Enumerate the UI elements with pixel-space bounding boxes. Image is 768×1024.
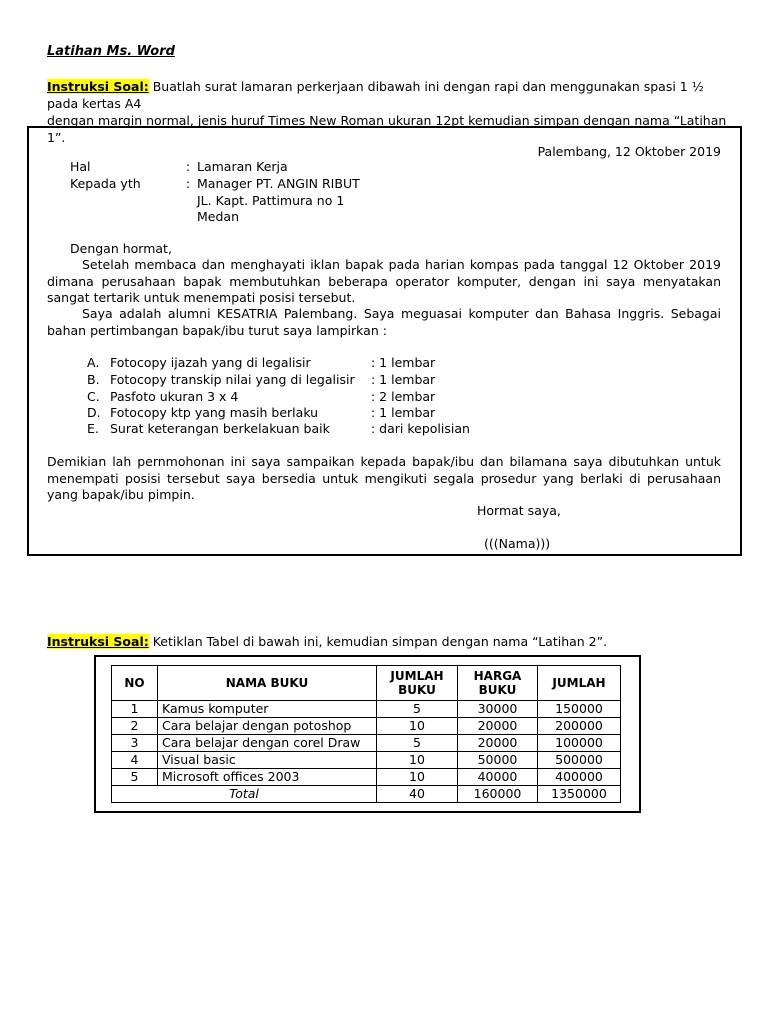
- greeting: Dengan hormat,: [70, 241, 172, 256]
- table-row: [112, 735, 621, 752]
- column-header: NAMA BUKU: [158, 666, 377, 701]
- table-cell: Cara belajar dengan corel Draw: [158, 735, 377, 752]
- instruction-text: Buatlah surat lamaran perkerjaan dibawah ini dengan rapi dan menggunakan spasi 1 ½ pada kertas A4: [47, 79, 704, 111]
- instruction-text: Ketiklan Tabel di bawah ini, kemudian simpan dengan nama “Latihan 2”.: [148, 634, 608, 649]
- column-header: JUMLAH: [538, 666, 621, 701]
- column-header: JUMLAH BUKU: [377, 666, 458, 701]
- total-cell: 1350000: [538, 786, 621, 803]
- table-cell: Kamus komputer: [158, 701, 377, 718]
- table-cell: 500000: [538, 752, 621, 769]
- table-row: [112, 718, 621, 735]
- table-cell: 20000: [458, 735, 538, 752]
- table-header-row: [112, 666, 621, 701]
- table-cell: 30000: [458, 701, 538, 718]
- table-cell: Microsoft offices 2003: [158, 769, 377, 786]
- table-cell: 100000: [538, 735, 621, 752]
- exercise-title: Latihan Ms. Word: [47, 44, 175, 59]
- list-item-qty: : 1 lembar: [371, 405, 436, 420]
- regards: Hormat saya,: [477, 503, 561, 518]
- table-row: [112, 769, 621, 786]
- table-cell: 400000: [538, 769, 621, 786]
- table-cell: 200000: [538, 718, 621, 735]
- column-header: NO: [112, 666, 158, 701]
- table-cell: Cara belajar dengan potoshop: [158, 718, 377, 735]
- hal-value: Lamaran Kerja: [197, 159, 288, 174]
- list-item-text: Fotocopy ktp yang masih berlaku: [110, 405, 319, 420]
- list-item-letter: C.: [87, 389, 100, 404]
- table-cell: 40000: [458, 769, 538, 786]
- list-item-qty: : 1 lembar: [371, 372, 436, 387]
- table-total-row: [112, 786, 621, 803]
- list-item-qty: : 1 lembar: [371, 355, 436, 370]
- table-cell: 10: [377, 752, 458, 769]
- kepada-separator: :: [186, 176, 191, 191]
- address-line-1: JL. Kapt. Pattimura no 1: [197, 193, 345, 208]
- address-line-2: Medan: [197, 209, 239, 224]
- table-cell: 3: [112, 735, 158, 752]
- list-item-qty: : 2 lembar: [371, 389, 436, 404]
- list-item-letter: D.: [87, 405, 101, 420]
- table-cell: 1: [112, 701, 158, 718]
- total-cell: 160000: [458, 786, 538, 803]
- kepada-value: Manager PT. ANGIN RIBUT: [197, 176, 360, 191]
- list-item-text: Surat keterangan berkelakuan baik: [110, 421, 330, 436]
- table-cell: 5: [377, 735, 458, 752]
- table-cell: 20000: [458, 718, 538, 735]
- table-row: [112, 752, 621, 769]
- list-item-letter: E.: [87, 421, 99, 436]
- total-cell: 40: [377, 786, 458, 803]
- hal-separator: :: [186, 159, 191, 174]
- column-header: HARGA BUKU: [458, 666, 538, 701]
- table-cell: 10: [377, 769, 458, 786]
- list-item-text: Fotocopy transkip nilai yang di legalisir: [110, 372, 355, 387]
- list-item-letter: B.: [87, 372, 100, 387]
- kepada-label: Kepada yth: [70, 176, 141, 191]
- table-cell: 2: [112, 718, 158, 735]
- letter-date: Palembang, 12 Oktober 2019: [537, 144, 721, 159]
- table-cell: Visual basic: [158, 752, 377, 769]
- list-item-text: Fotocopy ijazah yang di legalisir: [110, 355, 311, 370]
- paragraph-2: Saya adalah alumni KESATRIA Palembang. Saya meguasai komputer dan Bahasa Inggris. Sebagai bahan pertimbangan bapak/ibu turut saya lampirkan :: [47, 306, 721, 338]
- table-cell: 5: [112, 769, 158, 786]
- list-item-text: Pasfoto ukuran 3 x 4: [110, 389, 239, 404]
- signature-name: (((Nama))): [484, 536, 551, 551]
- list-item-qty: : dari kepolisian: [371, 421, 470, 436]
- instruction-text-2: dengan margin normal, jenis huruf Times New Roman ukuran 12pt kemudian simpan dengan nama “Latihan 1”.: [47, 113, 727, 145]
- instruction-label: Instruksi Soal:: [47, 79, 149, 94]
- hal-label: Hal: [70, 159, 91, 174]
- total-label: Total: [112, 786, 377, 803]
- table-cell: 10: [377, 718, 458, 735]
- table-cell: 50000: [458, 752, 538, 769]
- book-table: [111, 665, 621, 803]
- table-cell: 150000: [538, 701, 621, 718]
- table-cell: 4: [112, 752, 158, 769]
- instruction-label: Instruksi Soal:: [47, 634, 149, 649]
- list-item-letter: A.: [87, 355, 100, 370]
- paragraph-1: Setelah membaca dan menghayati iklan bapak pada harian kompas pada tanggal 12 Oktober 2019 dimana perusahaan bapak membutuhkan beberapa operator komputer, dengan ini saya menyatakan sangat tertarik untuk menempati posisi tersebut.: [47, 257, 721, 305]
- closing-paragraph: Demikian lah pernmohonan ini saya sampaikan kepada bapak/ibu dan bilamana saya dibutuhkan untuk menempati posisi tersebut saya bersedia untuk mengikuti segala prosedur yang berlaki di perusahaan yang bapak/ibu pimpin.: [47, 454, 721, 502]
- table-cell: 5: [377, 701, 458, 718]
- instruction-2: [47, 633, 727, 650]
- table-row: [112, 701, 621, 718]
